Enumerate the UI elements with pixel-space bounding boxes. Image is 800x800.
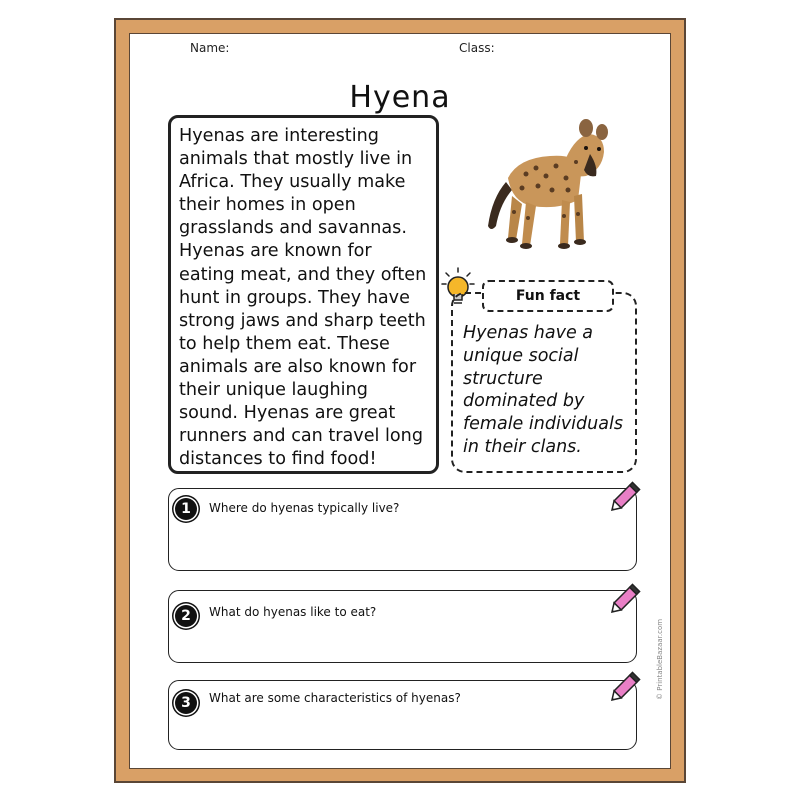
question-number-2: 2 (175, 605, 197, 627)
page-title: Hyena (349, 80, 451, 116)
answer-box-2[interactable] (168, 590, 637, 663)
fun-fact-label: Fun fact (482, 280, 614, 312)
pencil-icon (605, 581, 643, 619)
question-number-3: 3 (175, 692, 197, 714)
pencil-icon (605, 669, 643, 707)
question-text-3: What are some characteristics of hyenas? (209, 691, 461, 705)
question-number-1: 1 (175, 498, 197, 520)
reading-passage-box (168, 115, 439, 474)
question-text-1: Where do hyenas typically live? (209, 501, 400, 515)
hyena-illustration (478, 118, 618, 258)
question-text-2: What do hyenas like to eat? (209, 605, 377, 619)
name-label: Name: (190, 41, 230, 55)
pencil-icon (605, 479, 643, 517)
class-label: Class: (459, 41, 495, 55)
watermark: © PrintableBazaar.com (656, 618, 664, 700)
fun-fact-text: Hyenas have a unique social structure dominated by female individuals in their clans. (463, 323, 623, 457)
reading-passage: Hyenas are interesting animals that mostly live in Africa. They usually make their homes in open grasslands and savannas. Hyenas are known for eating meat, and they often hunt in groups. They have strong jaws and sharp teeth to help them eat. These animals are also known for their unique laughing sound. Hyenas are great runners and can travel long distances to find food! (179, 126, 427, 470)
fun-fact-box (451, 292, 637, 473)
